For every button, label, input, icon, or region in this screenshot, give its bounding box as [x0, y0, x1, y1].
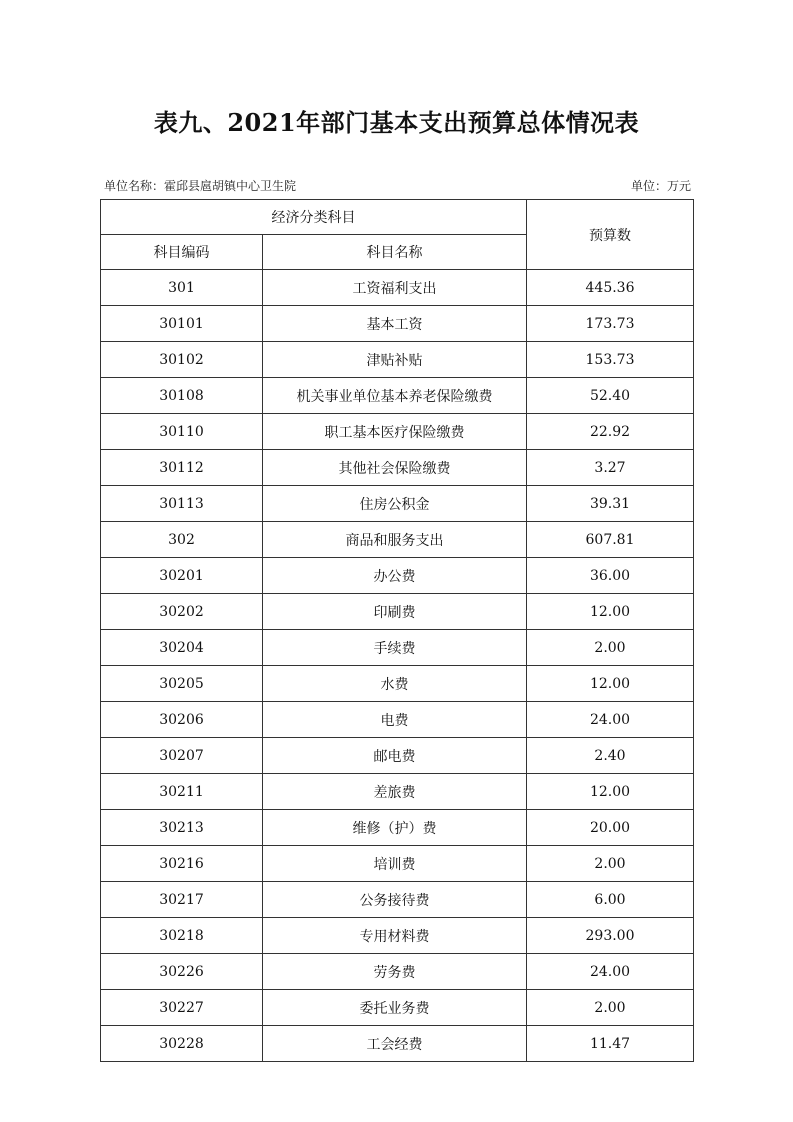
table-row: [101, 882, 694, 918]
row-code: 30226: [101, 954, 263, 990]
name-header: 科目名称: [263, 235, 527, 270]
row-amount: 24.00: [527, 702, 694, 738]
table-row: [101, 954, 694, 990]
row-amount: 12.00: [527, 666, 694, 702]
row-amount: 52.40: [527, 378, 694, 414]
row-amount: 11.47: [527, 1026, 694, 1062]
table-row: [101, 306, 694, 342]
row-name: 专用材料费: [263, 918, 527, 954]
row-amount: 607.81: [527, 522, 694, 558]
row-name: 职工基本医疗保险缴费: [263, 414, 527, 450]
row-name: 电费: [263, 702, 527, 738]
row-name: 机关事业单位基本养老保险缴费: [263, 378, 527, 414]
row-name: 公务接待费: [263, 882, 527, 918]
row-name: 差旅费: [263, 774, 527, 810]
table-row: [101, 810, 694, 846]
row-name: 工资福利支出: [263, 270, 527, 306]
table-row: [101, 558, 694, 594]
row-name: 基本工资: [263, 306, 527, 342]
group-header: 经济分类科目: [101, 200, 527, 235]
table-row: [101, 918, 694, 954]
row-amount: 2.40: [527, 738, 694, 774]
row-code: 30204: [101, 630, 263, 666]
row-name: 印刷费: [263, 594, 527, 630]
row-code: 30205: [101, 666, 263, 702]
row-code: 30102: [101, 342, 263, 378]
row-amount: 39.31: [527, 486, 694, 522]
table-body: [101, 270, 694, 1062]
row-code: 30201: [101, 558, 263, 594]
row-amount: 445.36: [527, 270, 694, 306]
row-code: 30227: [101, 990, 263, 1026]
table-row: [101, 702, 694, 738]
row-code: 30217: [101, 882, 263, 918]
row-code: 30218: [101, 918, 263, 954]
table-row: [101, 378, 694, 414]
row-amount: 24.00: [527, 954, 694, 990]
row-code: 30112: [101, 450, 263, 486]
row-amount: 153.73: [527, 342, 694, 378]
row-code: 30213: [101, 810, 263, 846]
table-row: [101, 594, 694, 630]
table-row: [101, 450, 694, 486]
row-name: 商品和服务支出: [263, 522, 527, 558]
row-amount: 36.00: [527, 558, 694, 594]
row-amount: 173.73: [527, 306, 694, 342]
row-code: 30207: [101, 738, 263, 774]
code-header: 科目编码: [101, 235, 263, 270]
table-row: [101, 774, 694, 810]
row-name: 劳务费: [263, 954, 527, 990]
row-name: 邮电费: [263, 738, 527, 774]
row-amount: 12.00: [527, 594, 694, 630]
row-name: 津贴补贴: [263, 342, 527, 378]
row-name: 维修（护）费: [263, 810, 527, 846]
row-code: 302: [101, 522, 263, 558]
table-row: [101, 270, 694, 306]
table-row: [101, 738, 694, 774]
table-row: [101, 342, 694, 378]
row-amount: 12.00: [527, 774, 694, 810]
table-row: [101, 846, 694, 882]
row-code: 30228: [101, 1026, 263, 1062]
row-name: 办公费: [263, 558, 527, 594]
table-row: [101, 486, 694, 522]
row-name: 培训费: [263, 846, 527, 882]
row-code: 30101: [101, 306, 263, 342]
row-name: 委托业务费: [263, 990, 527, 1026]
row-code: 30202: [101, 594, 263, 630]
row-amount: 2.00: [527, 846, 694, 882]
row-amount: 2.00: [527, 630, 694, 666]
row-name: 其他社会保险缴费: [263, 450, 527, 486]
row-code: 30108: [101, 378, 263, 414]
unit-label: 单位：万元: [630, 179, 691, 193]
table-row: [101, 630, 694, 666]
row-code: 30216: [101, 846, 263, 882]
row-code: 30110: [101, 414, 263, 450]
page-title: 表九、2021年部门基本支出预算总体情况表: [153, 108, 640, 137]
row-name: 住房公积金: [263, 486, 527, 522]
table-row: [101, 990, 694, 1026]
budget-table: [100, 199, 694, 1062]
row-amount: 22.92: [527, 414, 694, 450]
row-name: 水费: [263, 666, 527, 702]
row-amount: 2.00: [527, 990, 694, 1026]
unit-name: 单位名称：霍邱县扈胡镇中心卫生院: [104, 179, 297, 193]
row-name: 手续费: [263, 630, 527, 666]
row-amount: 3.27: [527, 450, 694, 486]
row-amount: 293.00: [527, 918, 694, 954]
amount-header: 预算数: [527, 200, 694, 270]
table-row: [101, 522, 694, 558]
row-code: 30211: [101, 774, 263, 810]
table-row: [101, 666, 694, 702]
table-row: [101, 1026, 694, 1062]
row-name: 工会经费: [263, 1026, 527, 1062]
row-amount: 6.00: [527, 882, 694, 918]
row-amount: 20.00: [527, 810, 694, 846]
row-code: 301: [101, 270, 263, 306]
row-code: 30113: [101, 486, 263, 522]
table-row: [101, 414, 694, 450]
row-code: 30206: [101, 702, 263, 738]
